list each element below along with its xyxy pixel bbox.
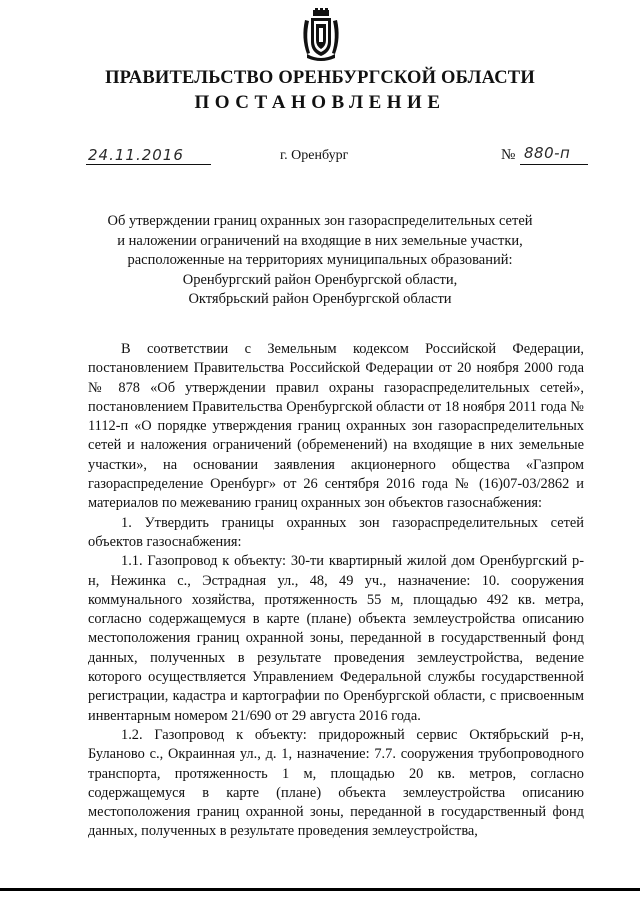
title-line: расположенные на территориях муниципальных образований: — [127, 252, 513, 268]
document-number: 880-п — [524, 144, 571, 162]
item-1-paragraph: 1. Утвердить границы охранных зон газораспределительных сетей объектов газоснабжения: — [88, 514, 584, 550]
document-body — [88, 340, 584, 842]
page-bottom-edge — [0, 888, 640, 891]
title-line: Оренбургский район Оренбургской области, — [182, 271, 458, 288]
number-underline — [520, 164, 588, 165]
coat-of-arms-icon — [301, 8, 341, 62]
item-1-1-paragraph: 1.1. Газопровод к объекту: 30-ти квартирный жилой дом Оренбургский р-н, Нежинка с., Эстрадная ул., 48, 49 уч., назначение: 10. сооружения коммунального хозяйства, протяженность 55 м, площадью 492 кв. метра, согласно содержащемуся в карте (плане) объекта землеустройства описанию местоположения границ охранной зоны, переданной в государственный фонд данных, полученных в результате проведения землеустройства, ведение которого осуществляется Управлением Федеральной службы государственной регистрации, кадастра и картографии по Оренбургской области, с присвоенным инвентарным номером 21/690 от 29 августа 2016 года. — [88, 553, 584, 724]
title-line: и наложении ограничений на входящие в них земельные участки, — [117, 232, 523, 249]
item-1-2-paragraph: 1.2. Газопровод к объекту: придорожный сервис Октябрьский р-н, Буланово с., Окраинная ул., д. 1, назначение: 7.7. сооружения трубопроводного транспорта, протяженность 1 м, площадью 20 кв. метров, согласно содержащемуся в карте (плане) объекта землеустройства описанию местоположения границ охранной зоны, переданной в государственный фонд данных, полученных в результате проведения землеустройства, — [88, 726, 584, 840]
document-type: ПОСТАНОВЛЕНИЕ — [194, 92, 446, 113]
title-line: Октябрьский район Оренбургской области — [188, 291, 452, 307]
number-sign: № — [501, 147, 516, 163]
document-title — [60, 212, 580, 310]
preamble-paragraph: В соответствии с Земельным кодексом Российской Федерации, постановлением Правительства Российской Федерации от 20 ноября 2000 года № 878 «Об утверждении правил охраны газораспределительных сетей», постановлением Правительства Оренбургской области от 18 ноября 2011 года № 1112-п «О порядке утверждения границ охранных зон газораспределительных сетей и наложения ограничений (обременений) на входящие в них земельные участки», на основании заявления акционерного общества «Газпром газораспределение Оренбург» от 26 сентября 2016 года № (16)07-03/2862 и материалов по межеванию границ охранных зон объектов газоснабжения: — [88, 341, 584, 512]
organization-name: ПРАВИТЕЛЬСТВО ОРЕНБУРГСКОЙ ОБЛАСТИ — [105, 68, 535, 88]
date-underline — [86, 164, 211, 165]
document-city: г. Оренбург — [280, 148, 349, 163]
document-date: 24.11.2016 — [88, 146, 184, 164]
title-line: Об утверждении границ охранных зон газораспределительных сетей — [107, 213, 533, 229]
